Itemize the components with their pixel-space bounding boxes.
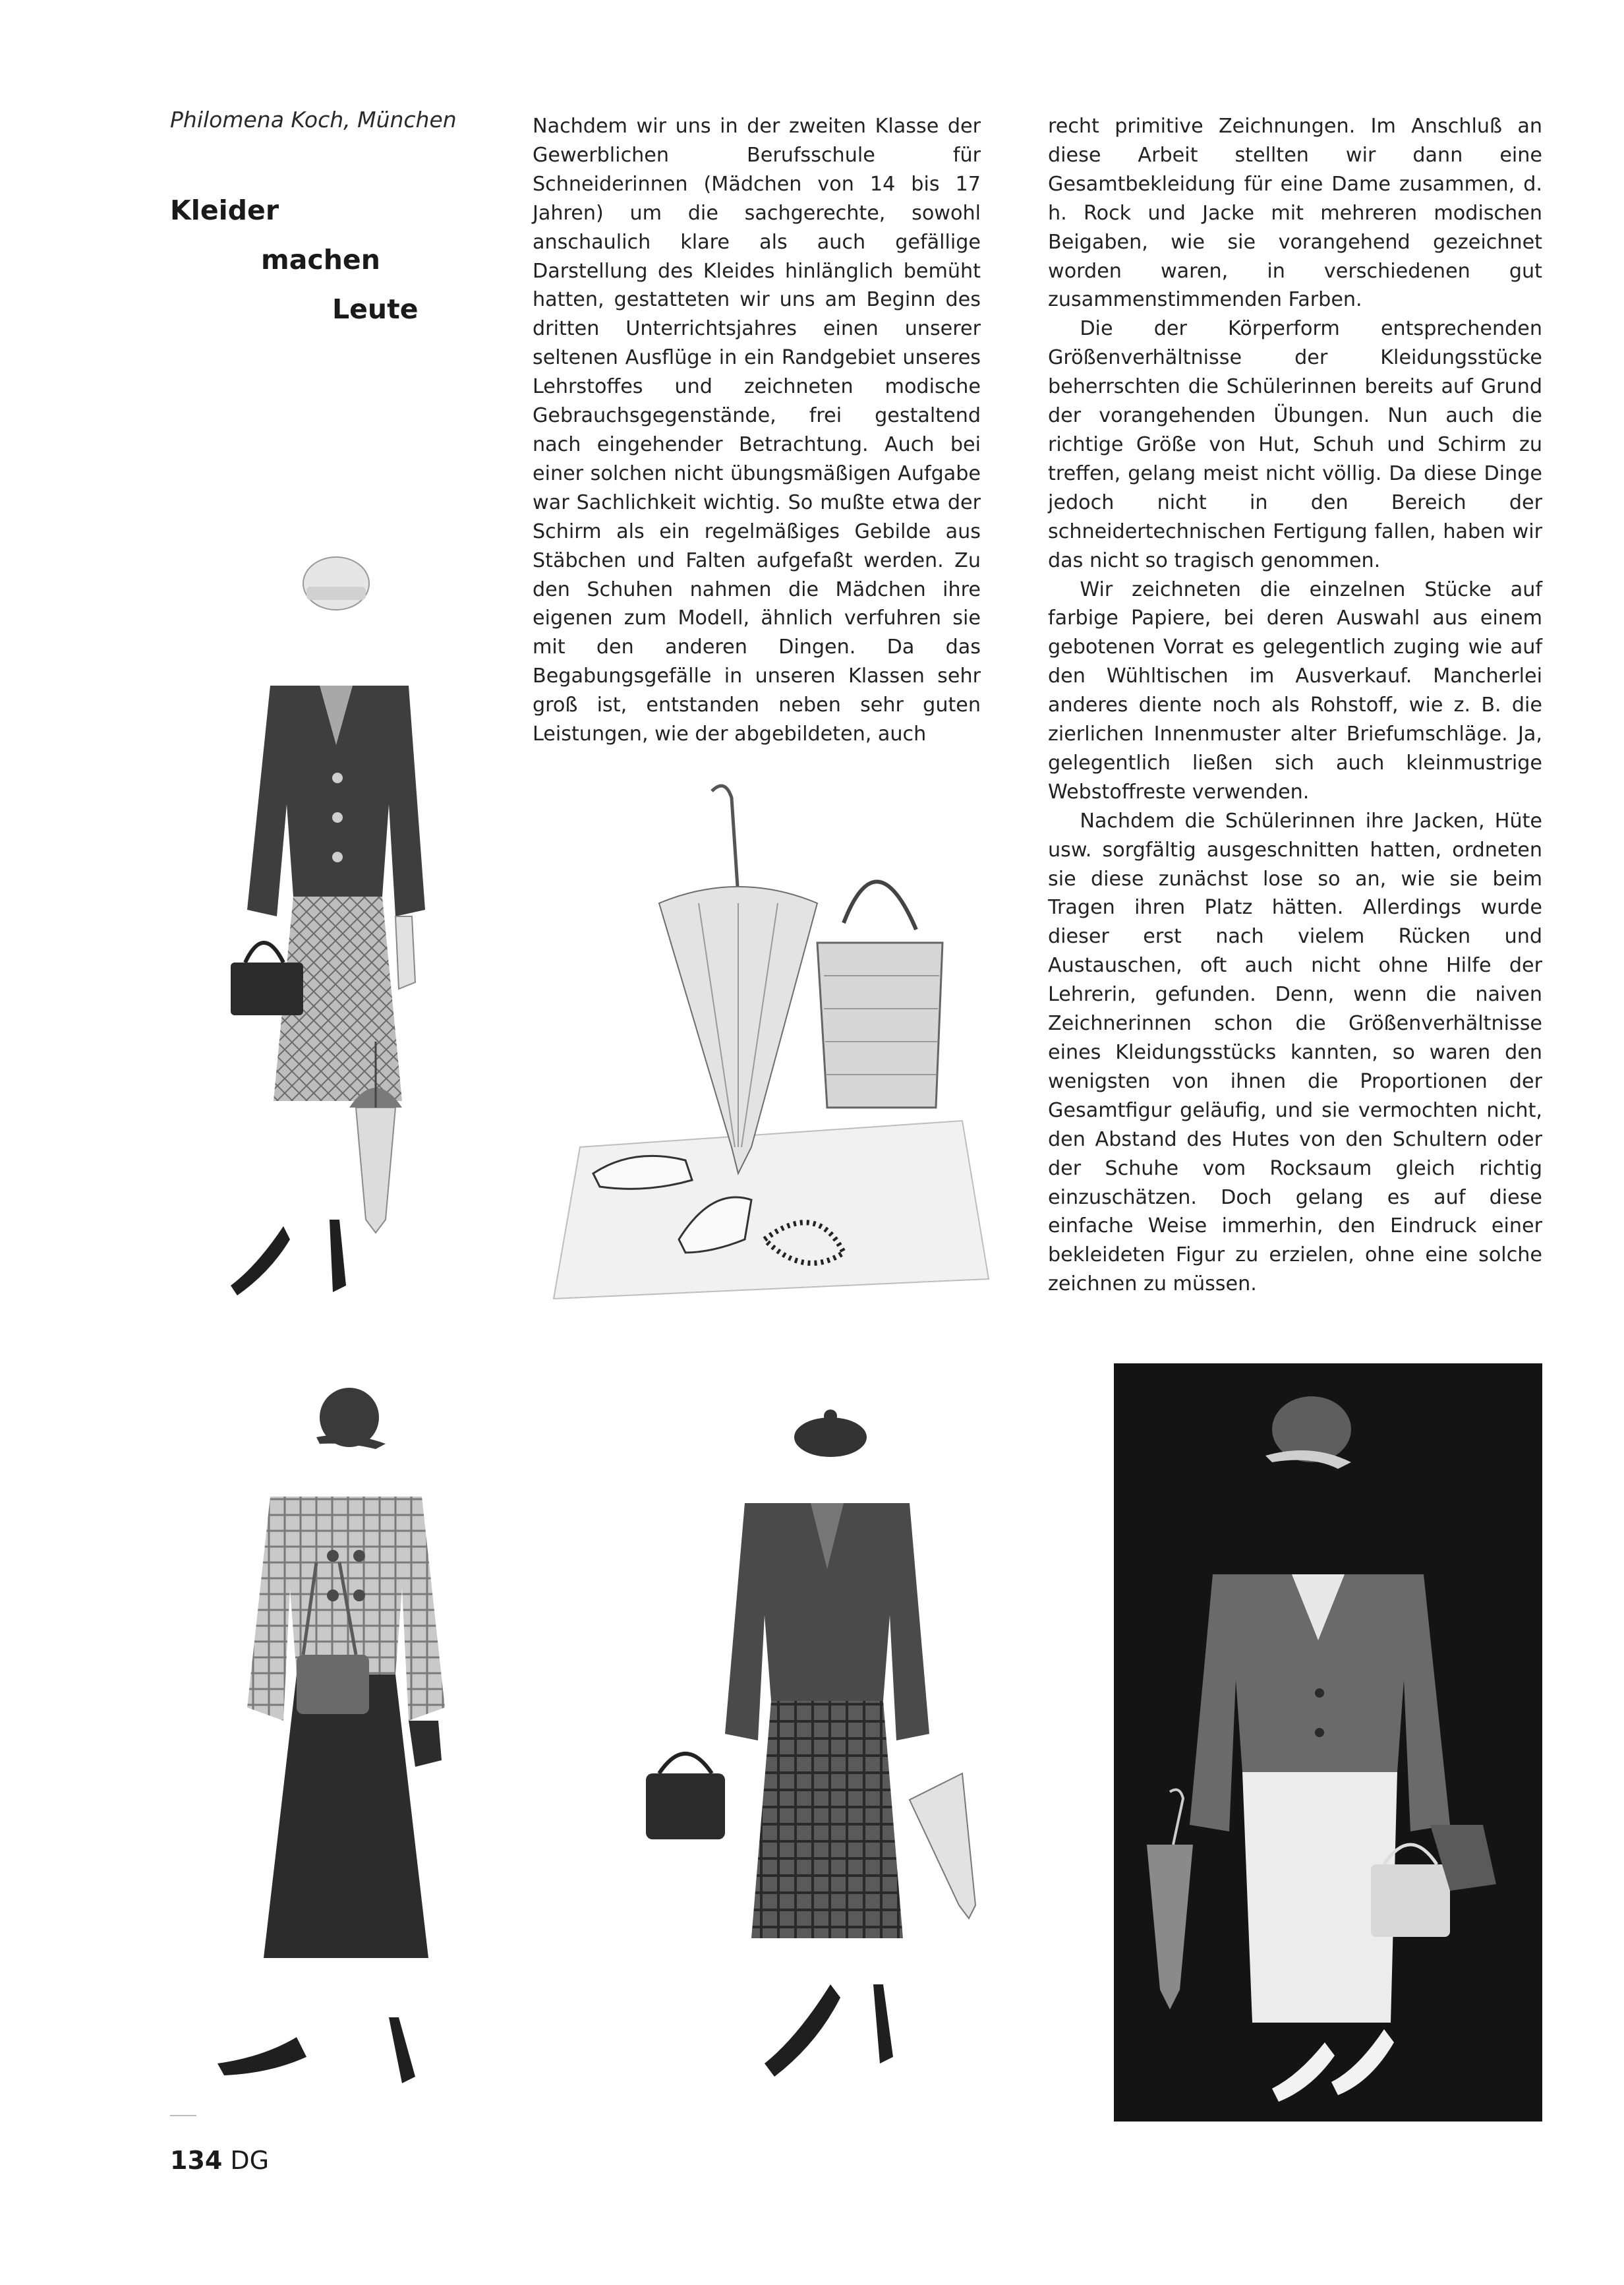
shoe-icon [231, 1220, 346, 1295]
figure-outfit-1 [198, 527, 501, 1305]
shoe-icon [765, 1984, 893, 2077]
journal-abbrev: DG [230, 2146, 270, 2175]
figure-outfit-2 [198, 1365, 501, 2123]
paragraph: Nachdem wir uns in der zweiten Klasse der Gewerblichen Berufsschule für Schneiderinnen (Mädchen von 14 bis 17 Jahren) um die sachgerechte, sowohl anschaulich klare als auch gefällige Darstellung des Kleides hinlänglich bemüht hatten, gestatteten wir uns am Beginn des dritten Unterrichtsjahres einen unserer seltenen Ausflüge in ein Randgebiet unseres Lehrstoffes und zeichneten modische Gebrauchsgegenstände, frei gestaltend nach eingehender Betrachtung. Auch bei einer solchen nicht übungsmäßigen Aufgabe war Sachlichkeit wichtig. So mußte etwa der Schirm als ein regelmäßiges Gebilde aus Stäbchen und Falten aufgefaßt werden. Zu den Schuhen nahmen die Mädchen ihre eigenen zum Modell, ähnlich verfuhren sie mit den anderen Dingen. Da das Begabungsgefälle in unseren Klassen sehr groß ist, entstanden neben sehr guten Leistungen, wie der abgebildeten, auch [533, 115, 981, 746]
shoe-icon [218, 2017, 415, 2083]
umbrella-icon [659, 786, 817, 1173]
text-column-2 [1048, 112, 1542, 1299]
handbag-icon [646, 1754, 725, 1839]
jacket-icon [247, 686, 425, 916]
title-line-2: machen [261, 244, 380, 276]
umbrella-icon [910, 1773, 975, 1918]
glove-icon [395, 916, 415, 989]
figure-outfit-4 [1114, 1363, 1542, 2122]
glove-icon [409, 1721, 442, 1767]
text-column-1 [533, 112, 981, 749]
divider [170, 2115, 196, 2116]
hat-icon [316, 1388, 386, 1449]
skirt-icon [264, 1675, 428, 1958]
page-folio [170, 2146, 269, 2175]
paragraph: Wir zeichneten die einzelnen Stücke auf farbige Papiere, bei deren Auswahl aus einem gebotenen Vorrat es gelegentlich zuging wie auf den Wühltischen im Ausverkauf. Mancherlei anderes diente noch als Rohstoff, wie z. B. die zierlichen Innenmuster alter Briefumschläge. Ja, gelegentlich ließen sich auch kleinmustrige Webstoffreste verwenden. [1048, 578, 1542, 804]
paragraph: Die der Körperform entsprechenden Größenverhältnisse der Kleidungsstücke beherrschten die Schülerinnen bereits auf Grund der vorangehenden Übungen. Nun auch die richtige Größe von Hut, Schuh und Schirm zu treffen, gelang meist nicht völlig. Da diese Dinge jedoch nicht in den Bereich der schneidertechnischen Fertigung fallen, haben wir das nicht so tragisch genommen. [1048, 317, 1542, 572]
figure-outfit-3 [633, 1404, 989, 2123]
author-byline: Philomena Koch, München [170, 107, 457, 133]
title-line-3: Leute [332, 293, 419, 325]
paragraph: Nachdem die Schülerinnen ihre Jacken, Hüte usw. sorgfältig ausgeschnitten hatten, ordneten sie diese zunächst lose so an, wie sie beim Tragen ihren Platz hätten. Allerdings wurde dieser erst nach vielem Rücken und Austauschen, oft auch nicht ohne Hilfe der Lehrerin, gefunden. Denn, wenn die naiven Zeichnerinnen schon die Größenverhältnisse eines Kleidungsstücks kannten, so waren den wenigsten von ihnen die Proportionen der Gesamtfigur geläufig, und sie vermochten nicht, den Abstand des Hutes von den Schultern oder der Schuhe vom Rocksaum gleich richtig einzuschätzen. Doch gelang es auf diese einfache Weise immerhin, den Eindruck einer bekleideten Figur zu erzielen, ohne eine solche zeichnen zu müssen. [1048, 809, 1542, 1296]
page-number: 134 [170, 2146, 223, 2175]
title-line-1: Kleider [170, 194, 279, 226]
skirt-icon [751, 1701, 903, 1938]
hat-icon [303, 557, 369, 610]
hat-icon [794, 1410, 867, 1457]
paragraph: recht primitive Zeichnungen. Im Anschluß an diese Arbeit stellten wir dann eine Gesamtbekleidung für eine Dame zusammen, d. h. Rock und Jacke mit mehreren modischen Beigaben, wie sie vorangehend gezeichnet worden waren, in verschiedenen gut zusammenstimmenden Farben. [1048, 115, 1542, 312]
figure-accessories [540, 778, 1015, 1305]
basket-icon [817, 881, 942, 1108]
